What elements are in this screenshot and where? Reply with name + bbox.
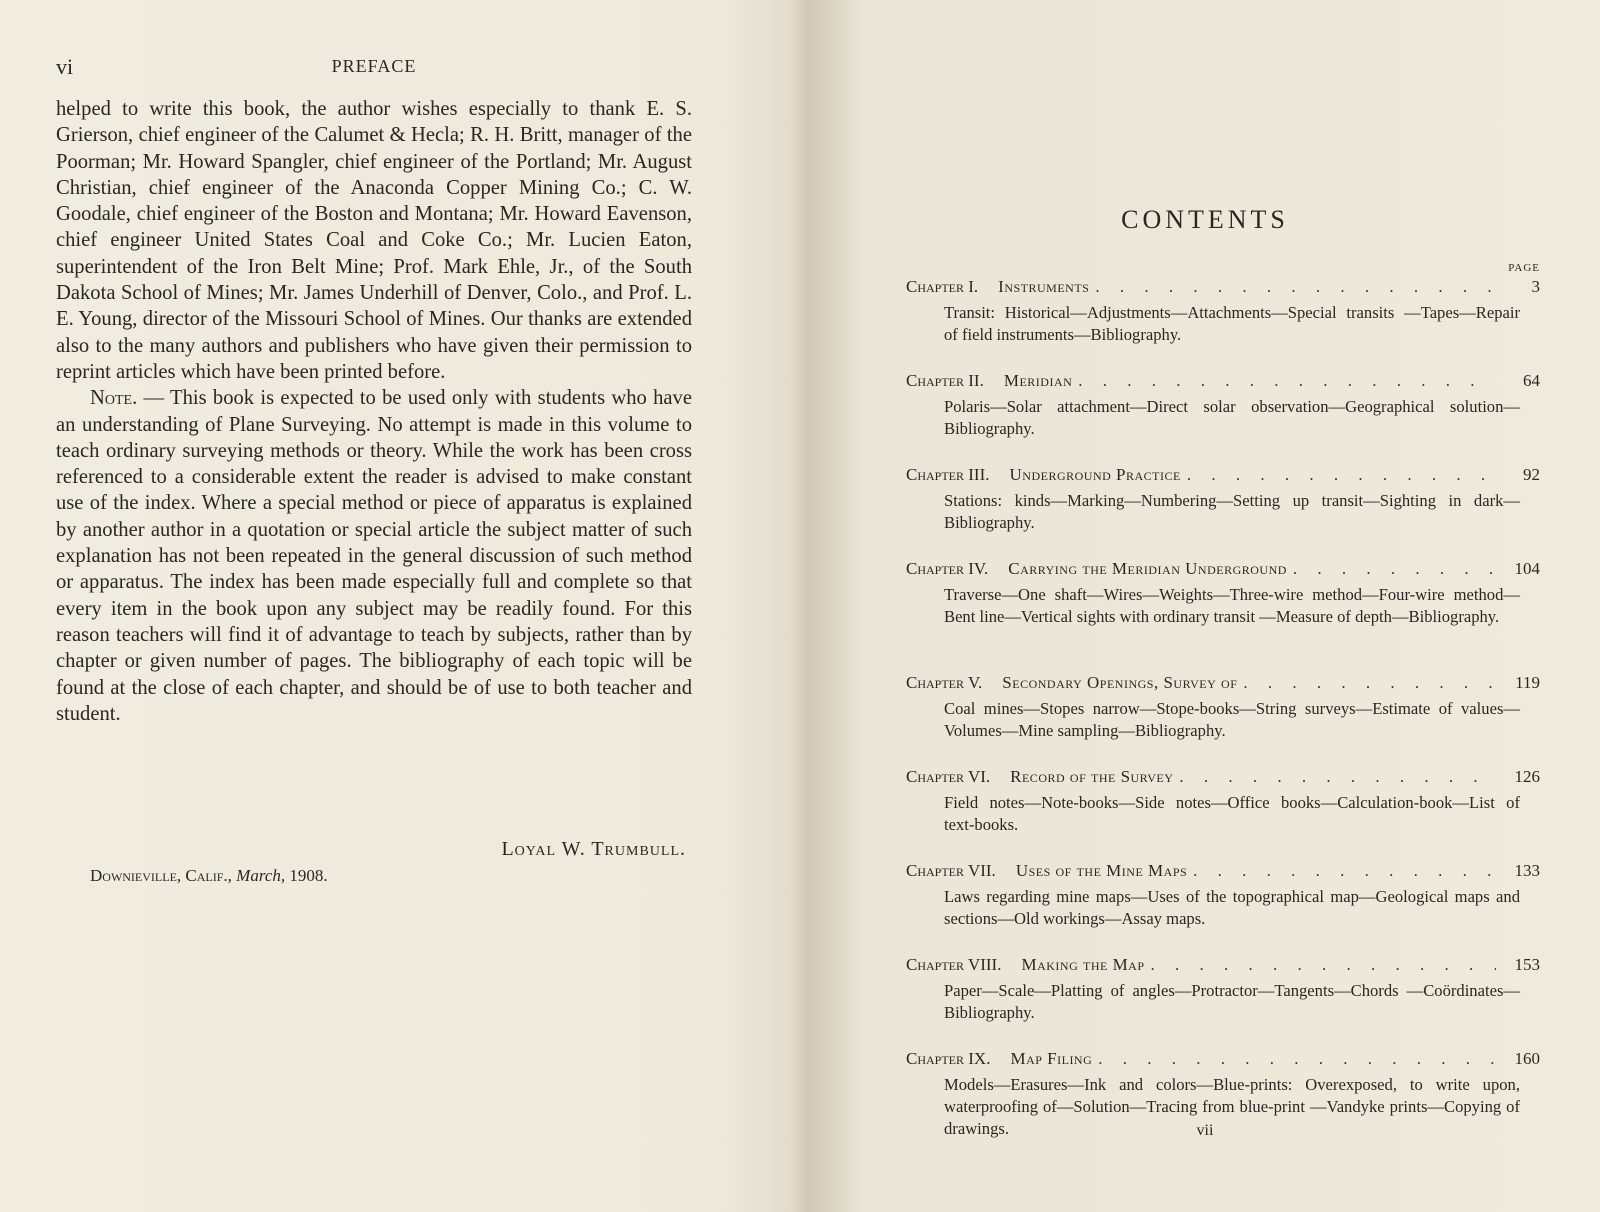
chapter-page: 153	[1514, 955, 1540, 974]
chapter-topics: Transit: Historical—Adjustments—Attachments—Special transits —Tapes—Repair of field instruments—Bibliography.	[944, 303, 1520, 344]
chapter-number: Chapter IV.	[906, 559, 989, 578]
dot-leader	[1243, 672, 1496, 694]
toc-entry	[906, 276, 1540, 370]
dot-leader	[1179, 766, 1496, 788]
chapter-topics: Field notes—Note-books—Side notes—Office books—Calculation-book—List of text-books.	[944, 793, 1520, 834]
toc-entry	[906, 558, 1540, 672]
chapter-topics: Traverse—One shaft—Wires—Weights—Three-wire method—Four-wire method—Bent line—Vertical sights with ordinary transit —Measure of depth—Bibliography.	[944, 585, 1520, 626]
dot-leader	[1151, 954, 1496, 976]
chapter-page: 126	[1514, 767, 1540, 786]
dot-leader	[1293, 558, 1496, 580]
chapter-page: 104	[1514, 559, 1540, 578]
dateline-year: 1908.	[289, 866, 328, 885]
chapter-title: Underground Practice	[1009, 465, 1181, 484]
chapter-title: Instruments	[998, 277, 1090, 296]
left-page	[0, 0, 790, 1212]
chapter-number: Chapter IX.	[906, 1049, 991, 1068]
chapter-page: 119	[1515, 673, 1540, 692]
chapter-topics: Models—Erasures—Ink and colors—Blue-prints: Overexposed, to write upon, waterproofing of—Solution—Tracing from blue-print —Vandyke prints—Copying of drawings.	[944, 1075, 1520, 1138]
chapter-title: Map Filing	[1010, 1049, 1093, 1068]
page-number: vi	[56, 54, 74, 79]
chapter-page: 92	[1523, 465, 1540, 484]
chapter-number: Chapter VII.	[906, 861, 996, 880]
chapter-page: 64	[1523, 371, 1540, 390]
chapter-title: Secondary Openings, Survey of	[1002, 673, 1238, 692]
chapter-number: Chapter III.	[906, 465, 990, 484]
dot-leader	[1193, 860, 1496, 882]
table-of-contents	[906, 276, 1540, 1142]
chapter-page: 160	[1514, 1049, 1540, 1068]
preface-text	[56, 96, 692, 727]
toc-entry	[906, 464, 1540, 558]
dateline	[90, 866, 328, 886]
chapter-line	[906, 954, 1540, 976]
running-head	[56, 52, 692, 82]
note-text: — This book is expected to be used only with students who have an understanding of Plane Surveying. No attempt is made in this volume to teach ordinary surveying methods or theory. While the work has been cross referenced to a considerable extent the reader is advised to make constant use of the index. Where a special method or piece of apparatus is explained by another author in a quotation or special article the subject matter of such explanation has not been repeated in the general discussion of such method or apparatus. The index has been made especially full and complete so that every item in the book upon any subject may be readily found. For this reason teachers will find it of advantage to teach by subjects, rather than by chapter or given number of pages. The bibliography of each topic will be found at the close of each chapter, and should be of use to both teacher and student.	[56, 387, 692, 725]
dateline-month: March,	[236, 866, 286, 885]
dot-leader	[1095, 276, 1496, 298]
chapter-title: Uses of the Mine Maps	[1015, 861, 1188, 880]
chapter-page: 133	[1514, 861, 1540, 880]
chapter-line	[906, 464, 1540, 486]
chapter-title: Meridian	[1003, 371, 1073, 390]
author-signature: Loyal W. Trumbull.	[501, 838, 686, 860]
chapter-number: Chapter VI.	[906, 767, 991, 786]
chapter-line	[906, 558, 1540, 580]
dot-leader	[1098, 1048, 1496, 1070]
toc-entry	[906, 370, 1540, 464]
right-page	[810, 0, 1600, 1212]
chapter-line	[906, 276, 1540, 298]
dot-leader	[1078, 370, 1496, 392]
preface-paragraph: helped to write this book, the author wishes especially to thank E. S. Grierson, chief engineer of the Calumet & Hecla; R. H. Britt, manager of the Poorman; Mr. Howard Spangler, chief engineer of the Portland; Mr. August Christian, chief engineer of the Anaconda Copper Mining Co.; C. W. Goodale, chief engineer of the Boston and Montana; Mr. Howard Eavenson, chief engineer United States Coal and Coke Co.; Mr. Lucien Eaton, superintendent of the Iron Belt Mine; Prof. Mark Ehle, Jr., of the South Dakota School of Mines; Mr. James Underhill of Denver, Colo., and Prof. L. E. Young, director of the Missouri School of Mines. Our thanks are extended also to the many authors and publishers who have given their permission to reprint articles which have been printed before.	[56, 98, 692, 383]
chapter-title: Making the Map	[1021, 955, 1145, 974]
toc-entry	[906, 954, 1540, 1048]
chapter-line	[906, 672, 1540, 694]
chapter-number: Chapter VIII.	[906, 955, 1002, 974]
chapter-number: Chapter II.	[906, 371, 984, 390]
chapter-number: Chapter V.	[906, 673, 983, 692]
chapter-topics: Polaris—Solar attachment—Direct solar observation—Geographical solution—Bibliography.	[944, 397, 1520, 438]
page-number: vii	[1196, 1122, 1214, 1139]
chapter-topics: Stations: kinds—Marking—Numbering—Setting up transit—Sighting in dark—Bibliography.	[944, 491, 1520, 532]
chapter-topics: Laws regarding mine maps—Uses of the topographical map—Geological maps and sections—Old workings—Assay maps.	[944, 887, 1520, 928]
toc-entry	[906, 672, 1540, 766]
note-label: Note.	[90, 387, 138, 410]
chapter-line	[906, 370, 1540, 392]
contents-title: CONTENTS	[1121, 205, 1289, 234]
chapter-line	[906, 1048, 1540, 1070]
chapter-line	[906, 860, 1540, 882]
chapter-topics: Paper—Scale—Platting of angles—Protractor—Tangents—Chords —Coördinates—Bibliography.	[944, 981, 1520, 1022]
chapter-title: Carrying the Meridian Underground	[1008, 559, 1287, 578]
dot-leader	[1187, 464, 1496, 486]
chapter-line	[906, 766, 1540, 788]
chapter-number: Chapter I.	[906, 277, 979, 296]
dateline-place: Downieville, Calif.,	[90, 866, 232, 885]
page-column-label: PAGE	[1508, 262, 1540, 274]
toc-entry	[906, 766, 1540, 860]
chapter-page: 3	[1531, 277, 1540, 296]
running-head-title: PREFACE	[331, 56, 417, 76]
chapter-topics: Coal mines—Stopes narrow—Stope-books—String surveys—Estimate of values—Volumes—Mine sampling—Bibliography.	[944, 699, 1520, 740]
note-paragraph	[56, 385, 692, 727]
chapter-title: Record of the Survey	[1010, 767, 1174, 786]
toc-entry	[906, 860, 1540, 954]
